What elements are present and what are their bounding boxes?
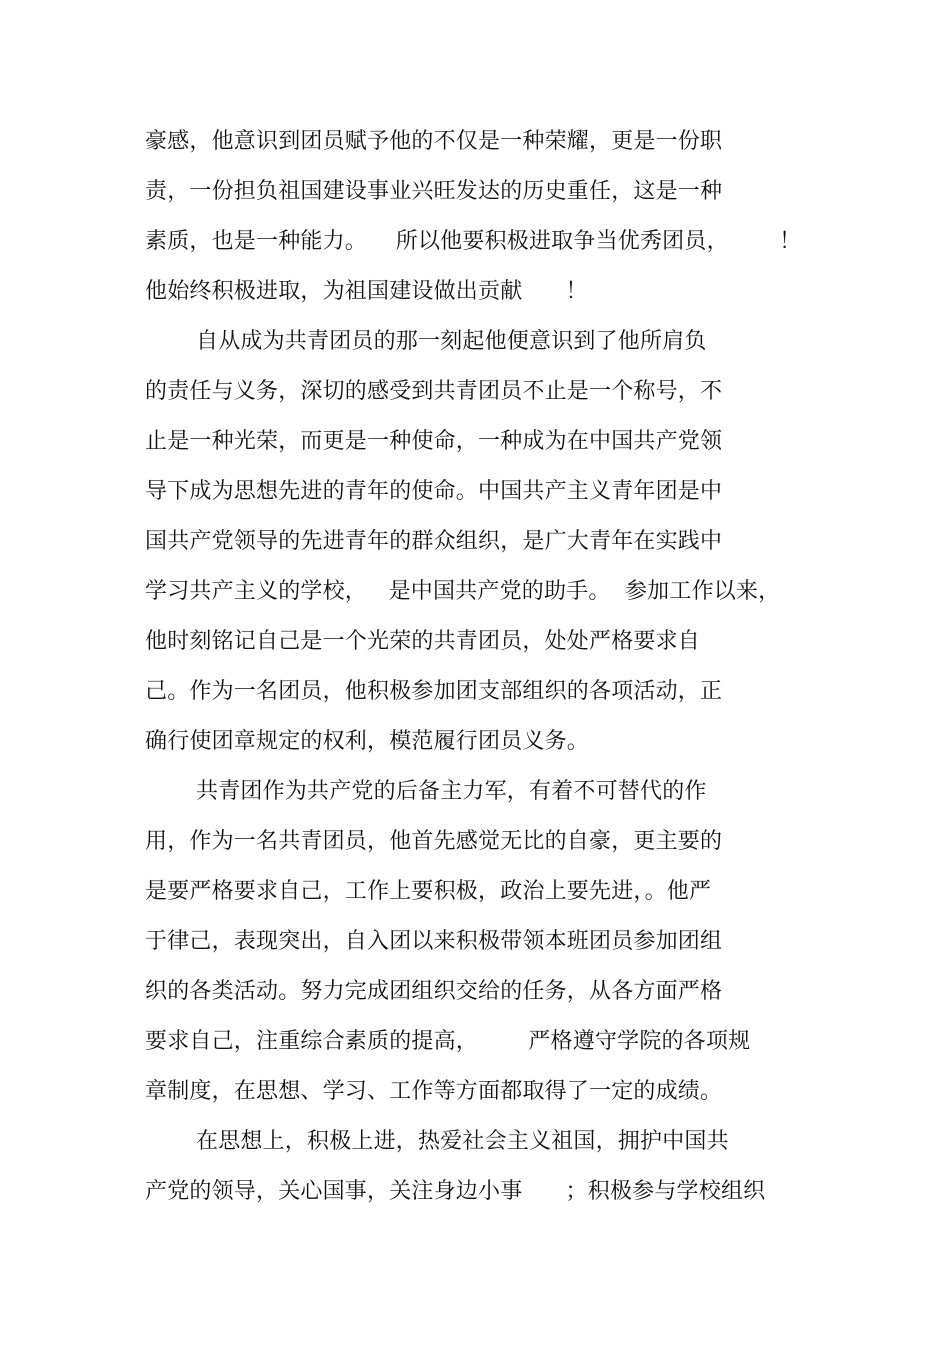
text-line: 产党的领导，关心国事，关注身边小事 ；积极参与学校组织 xyxy=(145,1179,766,1204)
text-line: 止是一种光荣，而更是一种使命，一种成为在中国共产党领 xyxy=(145,429,723,454)
paragraph-start-line: 在思想上，积极上进，热爱社会主义祖国，拥护中国共 xyxy=(196,1129,729,1154)
text-line: 织的各类活动。努力完成团组织交给的任务，从各方面严格 xyxy=(145,979,723,1004)
paragraph-start-line: 自从成为共青团员的那一刻起他便意识到了他所肩负 xyxy=(196,329,707,354)
text-line: 要求自己，注重综合素质的提高， 严格遵守学院的各项规 xyxy=(145,1029,751,1054)
text-line: 责，一份担负祖国建设事业兴旺发达的历史重任，这是一种 xyxy=(145,179,723,204)
text-line: 导下成为思想先进的青年的使命。中国共产主义青年团是中 xyxy=(145,479,723,504)
text-line: 他时刻铭记自己是一个光荣的共青团员，处处严格要求自 xyxy=(145,629,701,654)
text-line: 豪感，他意识到团员赋予他的不仅是一种荣耀，更是一份职 xyxy=(145,129,723,154)
text-line: 学习共产主义的学校， 是中国共产党的助手。 参加工作以来， xyxy=(145,579,781,604)
text-line: 己。作为一名团员，他积极参加团支部组织的各项活动，正 xyxy=(145,679,723,704)
text-line: 他始终积极进取，为祖国建设做出贡献 ！ xyxy=(145,279,588,304)
text-line: 素质，也是一种能力。 所以他要积极进取争当优秀团员， ！ xyxy=(145,229,802,254)
text-line: 章制度，在思想、学习、工作等方面都取得了一定的成绩。 xyxy=(145,1079,723,1104)
paragraph-start-line: 共青团作为共产党的后备主力军，有着不可替代的作 xyxy=(196,779,707,804)
text-line: 于律己，表现突出，自入团以来积极带领本班团员参加团组 xyxy=(145,929,723,954)
text-line: 是要严格要求自己，工作上要积极，政治上要先进，。他严 xyxy=(145,879,712,904)
text-line: 的责任与义务，深切的感受到共青团员不止是一个称号，不 xyxy=(145,379,723,404)
text-line: 用，作为一名共青团员，他首先感觉无比的自豪，更主要的 xyxy=(145,829,723,854)
text-line: 国共产党领导的先进青年的群众组织，是广大青年在实践中 xyxy=(145,529,723,554)
text-line: 确行使团章规定的权利，模范履行团员义务。 xyxy=(145,729,590,754)
